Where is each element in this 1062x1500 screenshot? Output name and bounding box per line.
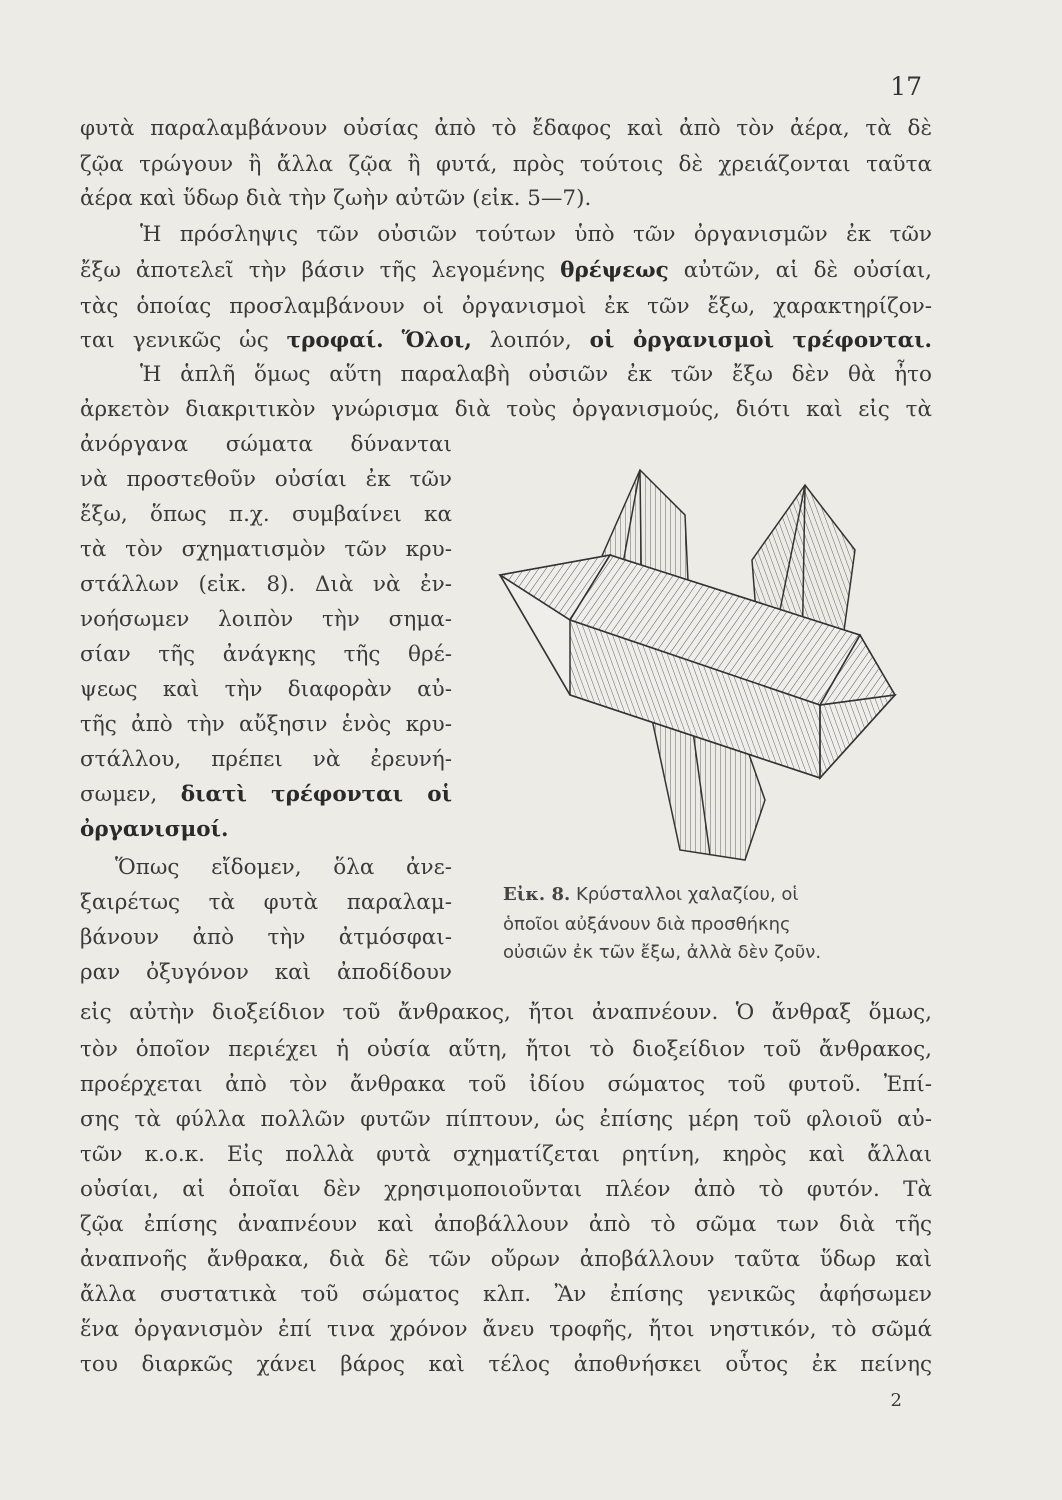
- text-run: ται γενικῶς ὡς: [80, 328, 269, 353]
- text-line: τὰς ὁποίας προσλαμβάνουν οἱ ὀργανισμοὶ ἐκ τῶν ἔξω, χαρακτηρίζον-: [80, 294, 932, 319]
- text-line: ἀρκετὸν διακριτικὸν γνώρισμα διὰ τοὺς ὀργανισμούς, διότι καὶ εἰς τὰ: [80, 397, 932, 422]
- text-run: ἔξω ἀποτελεῖ τὴν βάσιν τῆς λεγομένης: [80, 258, 546, 283]
- text-line: τῶν κ.ο.κ. Εἰς πολλὰ φυτὰ σχηματίζεται ρητίνη, κηρὸς καὶ ἄλλαι: [80, 1142, 932, 1167]
- text-line: ραν ὀξυγόνον καὶ ἀποδίδουν: [80, 960, 452, 985]
- text-line: οὐσίαι, αἱ ὁποῖαι δὲν χρησιμοποιοῦνται πλέον ἀπὸ τὸ φυτόν. Τὰ: [80, 1177, 932, 1202]
- page-number: 17: [890, 72, 922, 101]
- text-line: ἀέρα καὶ ὕδωρ διὰ τὴν ζωὴν αὐτῶν (εἰκ. 5—7).: [80, 186, 592, 211]
- text-line: ζῷα τρώγουν ἢ ἄλλα ζῷα ἢ φυτά, πρὸς τούτοις δὲ χρειάζονται ταῦτα: [80, 152, 932, 177]
- text-line: του διαρκῶς χάνει βάρος καὶ τέλος ἀποθνήσκει οὗτος ἐκ πείνης: [80, 1352, 932, 1377]
- text-line: εἰς αὐτὴν διοξείδιον τοῦ ἄνθρακος, ἤτοι ἀναπνέουν. Ὁ ἄνθραξ ὅμως,: [80, 1000, 932, 1025]
- text-line: προέρχεται ἀπὸ τὸν ἄνθρακα τοῦ ἰδίου σώματος τοῦ φυτοῦ. Ἐπί-: [80, 1072, 932, 1097]
- text-line: νὰ προστεθοῦν οὐσίαι ἐκ τῶν: [80, 467, 452, 492]
- figure-caption-line: [503, 882, 933, 908]
- text-line: ἀνόργανα σώματα δύνανται: [80, 432, 452, 457]
- text-line: Ἡ ἁπλῆ ὅμως αὕτη παραλαβὴ οὐσιῶν ἐκ τῶν ἔξω δὲν θὰ ἦτο: [140, 362, 932, 387]
- caption-text: Κρύσταλλοι χαλαζίου, οἱ: [575, 884, 799, 905]
- figure-caption-line: οὐσιῶν ἐκ τῶν ἔξω, ἀλλὰ δὲν ζοῦν.: [503, 942, 822, 963]
- text-line: στάλλων (εἰκ. 8). Διὰ νὰ ἐν-: [80, 572, 452, 597]
- text-run: αὐτῶν, αἱ δὲ οὐσίαι,: [683, 258, 932, 283]
- text-line: [80, 254, 932, 288]
- text-line: σίαν τῆς ἀνάγκης τῆς θρέ-: [80, 642, 452, 667]
- text-line: ἄλλα συστατικὰ τοῦ σώματος κλπ. Ἂν ἐπίσης γενικῶς ἀφήσωμεν: [80, 1282, 932, 1307]
- text-line: ξαιρέτως τὰ φυτὰ παραλαμ-: [80, 890, 452, 915]
- text-line: τὰ τὸν σχηματισμὸν τῶν κρυ-: [80, 537, 452, 562]
- text-line: ψεως καὶ τὴν διαφορὰν αὐ-: [80, 677, 452, 702]
- text-line: τῆς ἀπὸ τὴν αὔξησιν ἑνὸς κρυ-: [80, 712, 452, 737]
- text-line: [80, 813, 452, 847]
- text-line: σης τὰ φύλλα πολλῶν φυτῶν πίπτουν, ὡς ἐπίσης μέρη τοῦ φλοιοῦ αὐ-: [80, 1107, 932, 1132]
- text-line: [80, 324, 932, 358]
- text-line: Ἡ πρόσληψις τῶν οὐσιῶν τούτων ὑπὸ τῶν ὀργανισμῶν ἐκ τῶν: [140, 222, 932, 247]
- emphasis-trofai: τροφαί.: [286, 328, 384, 353]
- text-line: νοήσωμεν λοιπὸν τὴν σημα-: [80, 607, 452, 632]
- text-line: ἀναπνοῆς ἄνθρακα, διὰ δὲ τῶν οὔρων ἀποβάλλουν ταῦτα ὕδωρ καὶ: [80, 1247, 932, 1272]
- figure-label: Εἰκ. 8.: [503, 884, 571, 905]
- figure-caption-line: ὁποῖοι αὐξάνουν διὰ προσθήκης: [503, 914, 791, 935]
- text-line: φυτὰ παραλαμβάνουν οὐσίας ἀπὸ τὸ ἔδαφος καὶ ἀπὸ τὸν ἀέρα, τὰ δὲ: [80, 116, 932, 141]
- text-line: ἔξω, ὅπως π.χ. συμβαίνει κα: [80, 502, 452, 527]
- text-line: ἕνα ὀργανισμὸν ἐπί τινα χρόνον ἄνευ τροφῆς, ἤτοι νηστικόν, τὸ σῶμά: [80, 1317, 932, 1342]
- text-line: ζῷα ἐπίσης ἀναπνέουν καὶ ἀποβάλλουν ἀπὸ τὸ σῶμα των διὰ τῆς: [80, 1212, 932, 1237]
- text-run: σωμεν,: [80, 782, 158, 807]
- text-run: λοιπόν,: [489, 328, 572, 353]
- text-line: τὸν ὁποῖον περιέχει ἡ οὐσία αὕτη, ἤτοι τὸ διοξείδιον τοῦ ἄνθρακος,: [80, 1037, 932, 1062]
- text-line: [80, 778, 452, 812]
- emphasis-oloi: Ὅλοι,: [401, 328, 472, 353]
- emphasis-threpseos: θρέψεως: [560, 258, 669, 283]
- emphasis-organismoi-trefontai: οἱ ὀργανισμοὶ τρέφονται.: [589, 328, 932, 353]
- signature-mark: 2: [890, 1390, 902, 1411]
- text-line: Ὅπως εἴδομεν, ὅλα ἀνε-: [115, 855, 452, 880]
- emphasis-organismoi: ὀργανισμοί.: [80, 817, 229, 842]
- quartz-crystals-illustration: [490, 460, 910, 870]
- emphasis-diati: διατὶ τρέφονται οἱ: [180, 782, 452, 807]
- text-line: βάνουν ἀπὸ τὴν ἀτμόσφαι-: [80, 925, 452, 950]
- text-line: στάλλου, πρέπει νὰ ἐρευνή-: [80, 747, 452, 772]
